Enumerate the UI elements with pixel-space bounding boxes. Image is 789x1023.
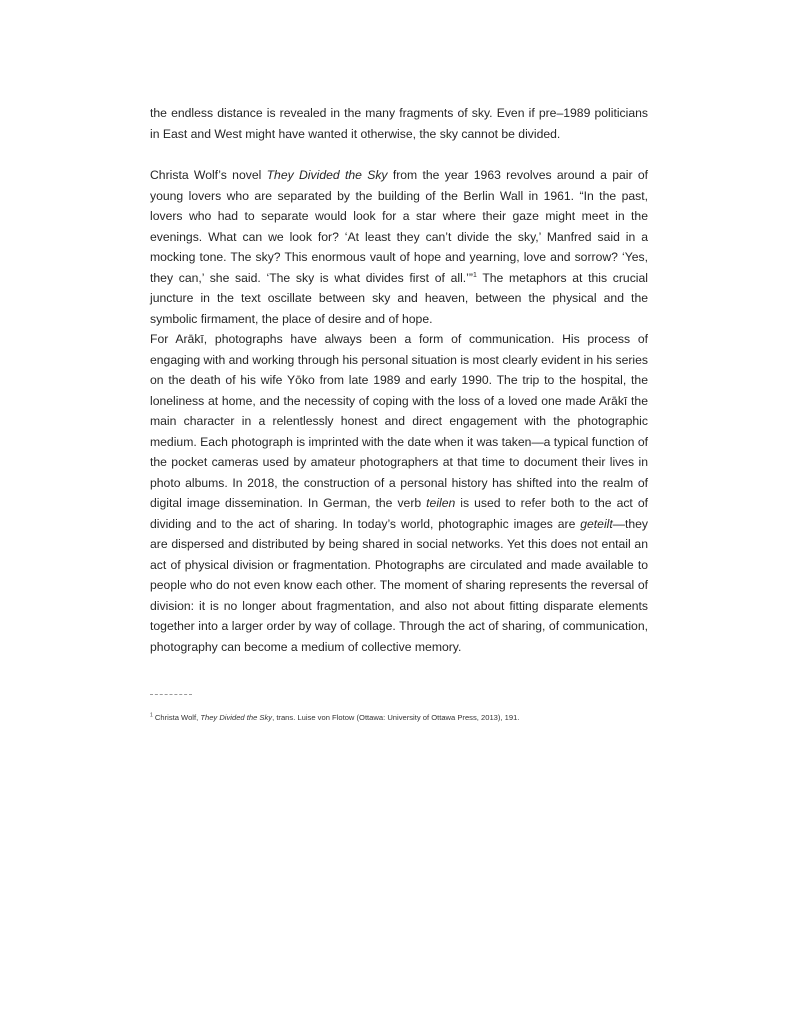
p2-book-title: They Divided the Sky: [266, 168, 388, 182]
footnote-number: 1: [150, 712, 153, 719]
footnote: [150, 712, 670, 724]
footnote-divider: [150, 694, 192, 695]
p3-part2: is used to refer both to the act of dividing and to the act of sharing. In today’s world, photographic images are: [150, 496, 648, 531]
p3-part3: —they are dispersed and distributed by being shared in social networks. Yet this does not entail an act of physical division or fragmentation. Photographs are circulated and made available to people who do not even know each other. The moment of sharing represents the reversal of division: it is no longer about fragmentation, and also not about fitting disparate elements together into a larger order by way of collage. Through the act of sharing, of communication, photography can become a medium of collective memory.: [150, 516, 648, 654]
footnote-reference[interactable]: 1: [472, 271, 477, 279]
p2-after: The metaphors at this crucial juncture in the text oscillate between sky and heaven, between the physical and the symbolic firmament, the place of desire and of hope.: [150, 270, 649, 326]
p2-body: from the year 1963 revolves around a pair of young lovers who are separated by the building of the Berlin Wall in 1961. “In the past, lovers who had to separate would look for a star where their gaze might meet in the evenings. What can we look for? ‘At least they can’t divide the sky,’ Manfred said in a mocking tone. The sky? This enormous vault of hope and yearning, love and sorrow? ‘Yes, they can,’ she said. ‘The sky is what divides first of all.’”: [150, 168, 648, 285]
footnote-author: Christa Wolf,: [152, 713, 201, 722]
paragraph-araki: [150, 329, 648, 657]
footnote-title: They Divided the Sky: [200, 713, 273, 722]
term-teilen: teilen: [426, 496, 456, 510]
p2-pre-title: Christa Wolf’s novel: [150, 168, 267, 182]
term-geteilt: geteilt: [580, 516, 613, 531]
paragraph-christa-wolf: [150, 165, 648, 329]
paragraph-sky-fragments: the endless distance is revealed in the many fragments of sky. Even if pre–1989 politicians in East and West might have wanted it otherwise, the sky cannot be divided.: [150, 106, 648, 141]
p3-part1: For Arākī, photographs have always been a form of communication. His process of engaging with and working through his personal situation is most clearly evident in his series on the death of his wife Yōko from late 1989 and early 1990. The trip to the hospital, the loneliness at home, and the necessity of coping with the loss of a loved one made Arākī the main character in a relentlessly honest and direct engagement with the photographic medium. Each photograph is imprinted with the date when it was taken—a typical function of the pocket cameras used by amateur photographers at that time to document their lives in photo albums. In 2018, the construction of a personal history has shifted into the realm of digital image dissemination. In German, the verb: [150, 332, 648, 510]
footnote-citation: , trans. Luise von Flotow (Ottawa: University of Ottawa Press, 2013), 191.: [272, 713, 520, 722]
